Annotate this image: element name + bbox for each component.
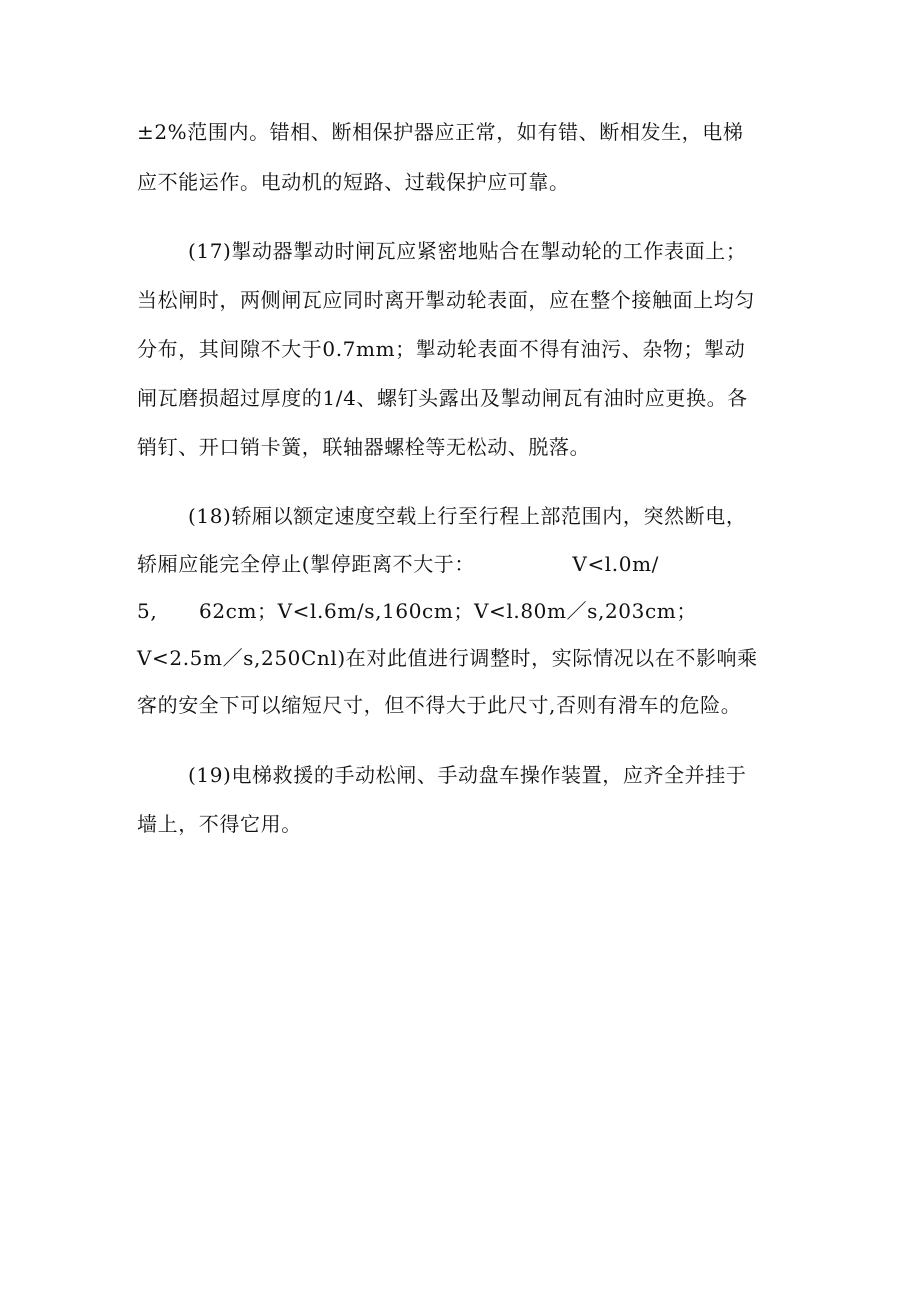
text-line: 当松闸时，两侧闸瓦应同时离开掣动轮表面，应在整个接触面上均匀 [137, 288, 755, 312]
text-line: 5, 62cm；V<l.6m/s,160cm；V<l.80m／s,203cm； [137, 599, 697, 623]
text-line: (19)电梯救援的手动松闸、手动盘车操作装置，应齐全并挂于 [188, 763, 747, 787]
text-line: 轿厢应能完全停止(掣停距离不大于： V<l.0m/ [137, 552, 659, 576]
text-line: (18)轿厢以额定速度空载上行至行程上部范围内，突然断电， [188, 504, 747, 528]
text-line: 分布，其间隙不大于0.7mm；掣动轮表面不得有油污、杂物；掣动 [137, 337, 746, 361]
text-line: (17)掣动器掣动时闸瓦应紧密地贴合在掣动轮的工作表面上； [188, 239, 747, 263]
text-line: ±2%范围内。错相、断相保护器应正常，如有错、断相发生，电梯 [137, 120, 744, 144]
text-line: 闸瓦磨损超过厚度的1/4、螺钉头露出及掣动闸瓦有油时应更换。各 [137, 386, 748, 410]
text-line: 客的安全下可以缩短尺寸，但不得大于此尺寸,否则有滑车的危险。 [137, 693, 742, 717]
text-line: V<2.5m／s,250Cnl)在对此值进行调整时，实际情况以在不影响乘 [137, 646, 758, 670]
text-line: 销钉、开口销卡簧，联轴器螺栓等无松动、脱落。 [137, 435, 591, 459]
text-line: 墙上，不得它用。 [137, 812, 302, 836]
text-line: 应不能运作。电动机的短路、过载保护应可靠。 [137, 170, 570, 194]
